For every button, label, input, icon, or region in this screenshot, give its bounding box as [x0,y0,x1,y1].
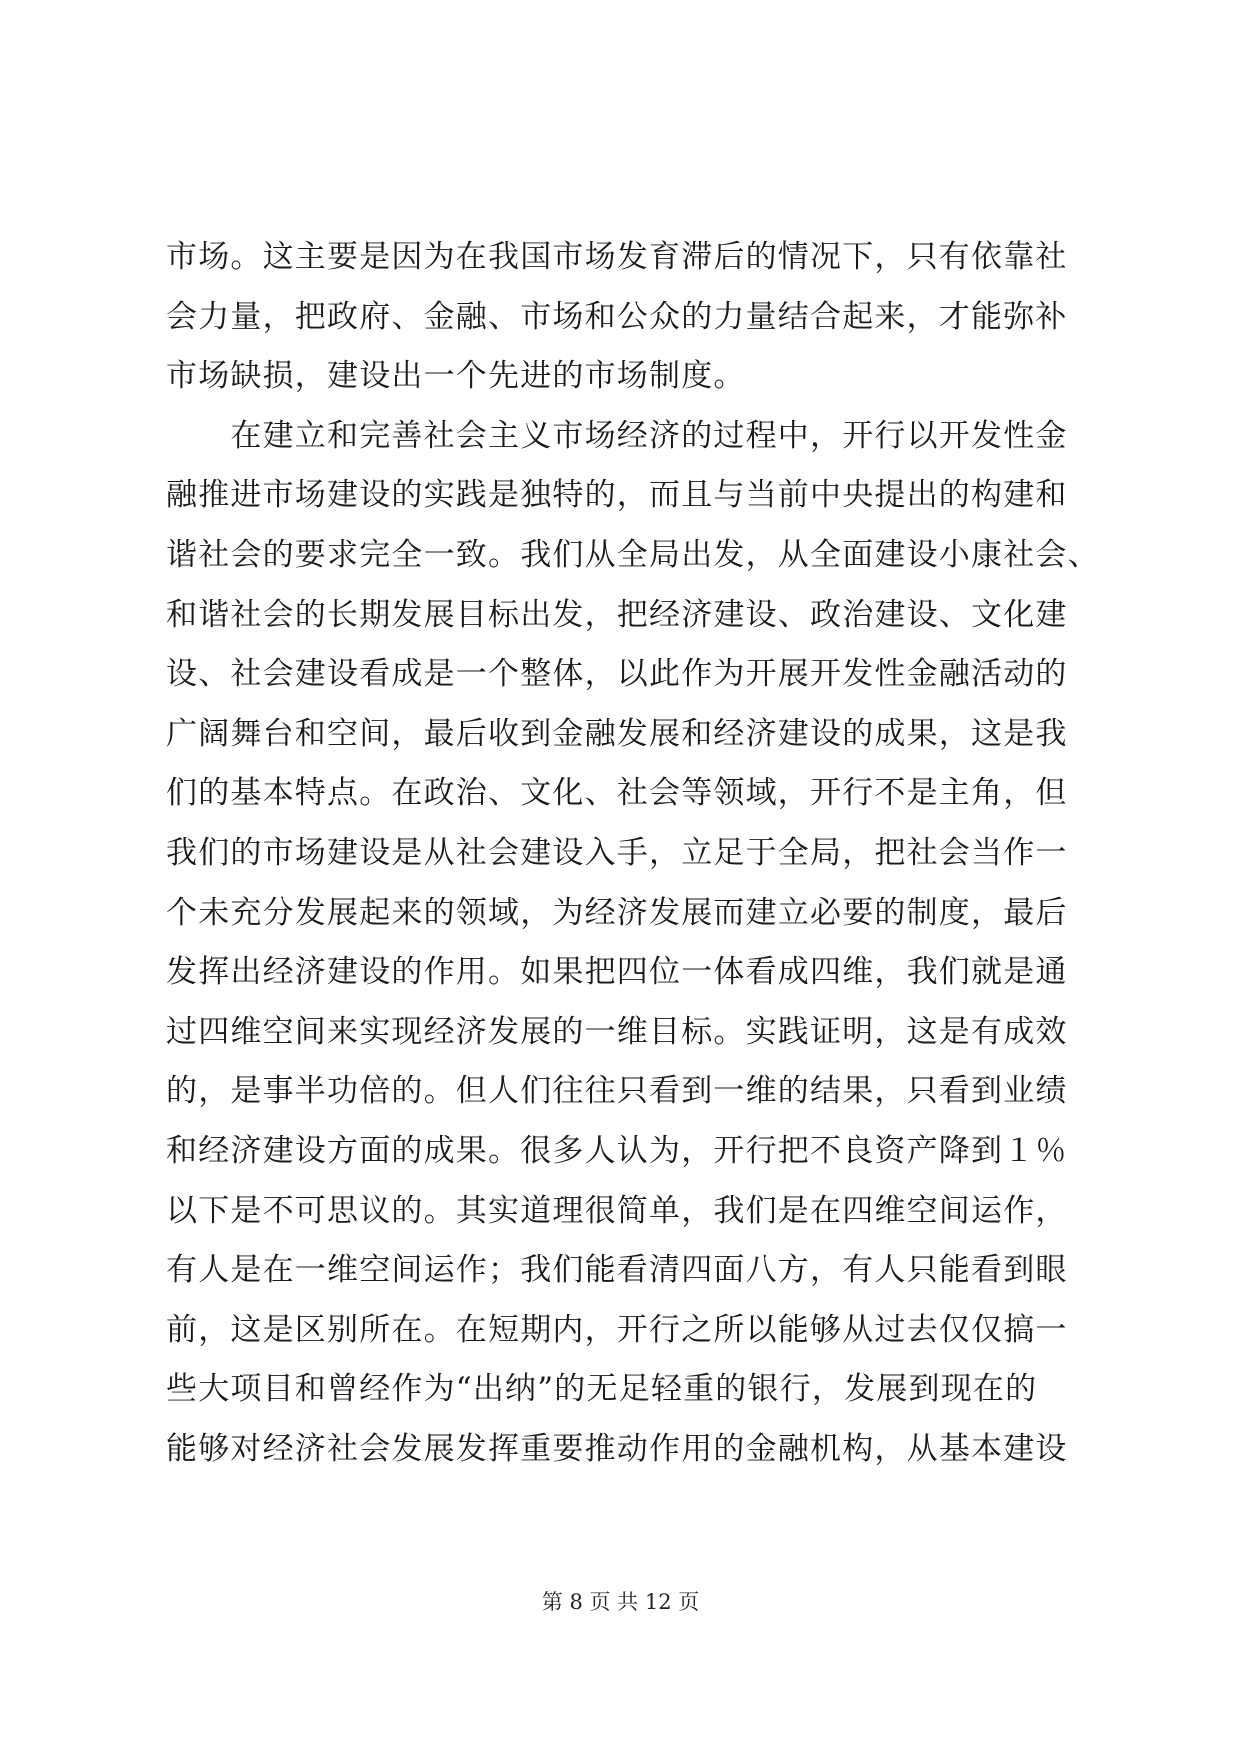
text-line: 以下是不可思议的。其实道理很简单，我们是在四维空间运作， [166,1192,1068,1229]
text-line: 过四维空间来实现经济发展的一维目标。实践证明，这是有成效 [166,1013,1068,1050]
text-line: 和经济建设方面的成果。很多人认为，开行把不良资产降到１％ [166,1132,1068,1169]
text-line: 在建立和完善社会主义市场经济的过程中，开行以开发性金 [166,417,1068,454]
text-line: 市场。这主要是因为在我国市场发育滞后的情况下，只有依靠社 [166,239,1068,275]
text-line: 些大项目和曾经作为“出纳”的无足轻重的银行，发展到现在的 [166,1371,1038,1408]
text-line: 前，这是区别所在。在短期内，开行之所以能够从过去仅仅搞一 [166,1311,1068,1348]
text-line: 的，是事半功倍的。但人们往往只看到一维的结果，只看到业绩 [166,1073,1068,1110]
text-line: 和谐社会的长期发展目标出发，把经济建设、政治建设、文化建 [166,596,1068,633]
text-line: 有人是在一维空间运作；我们能看清四面八方，有人只能看到眼 [166,1252,1068,1289]
text-line: 个未充分发展起来的领域，为经济发展而建立必要的制度，最后 [166,894,1068,931]
text-line: 能够对经济社会发展发挥重要推动作用的金融机构，从基本建设 [166,1430,1068,1467]
text-line: 们的基本特点。在政治、文化、社会等领域，开行不是主角，但 [166,775,1068,812]
body-text [166,228,1106,1479]
text-line: 谐社会的要求完全一致。我们从全局出发，从全面建设小康社会、 [166,536,1100,573]
text-line: 会力量，把政府、金融、市场和公众的力量结合起来，才能弥补 [166,298,1068,335]
page-number-footer: 第 8 页 共 12 页 [541,1590,700,1614]
text-line: 设、社会建设看成是一个整体，以此作为开展开发性金融活动的 [166,656,1068,693]
text-line: 广阔舞台和空间，最后收到金融发展和经济建设的成果，这是我 [166,715,1068,752]
text-line: 融推进市场建设的实践是独特的，而且与当前中央提出的构建和 [166,477,1068,514]
text-line: 我们的市场建设是从社会建设入手，立足于全局，把社会当作一 [166,834,1068,871]
text-line: 发挥出经济建设的作用。如果把四位一体看成四维，我们就是通 [166,954,1068,991]
text-line: 市场缺损，建设出一个先进的市场制度。 [166,358,746,395]
